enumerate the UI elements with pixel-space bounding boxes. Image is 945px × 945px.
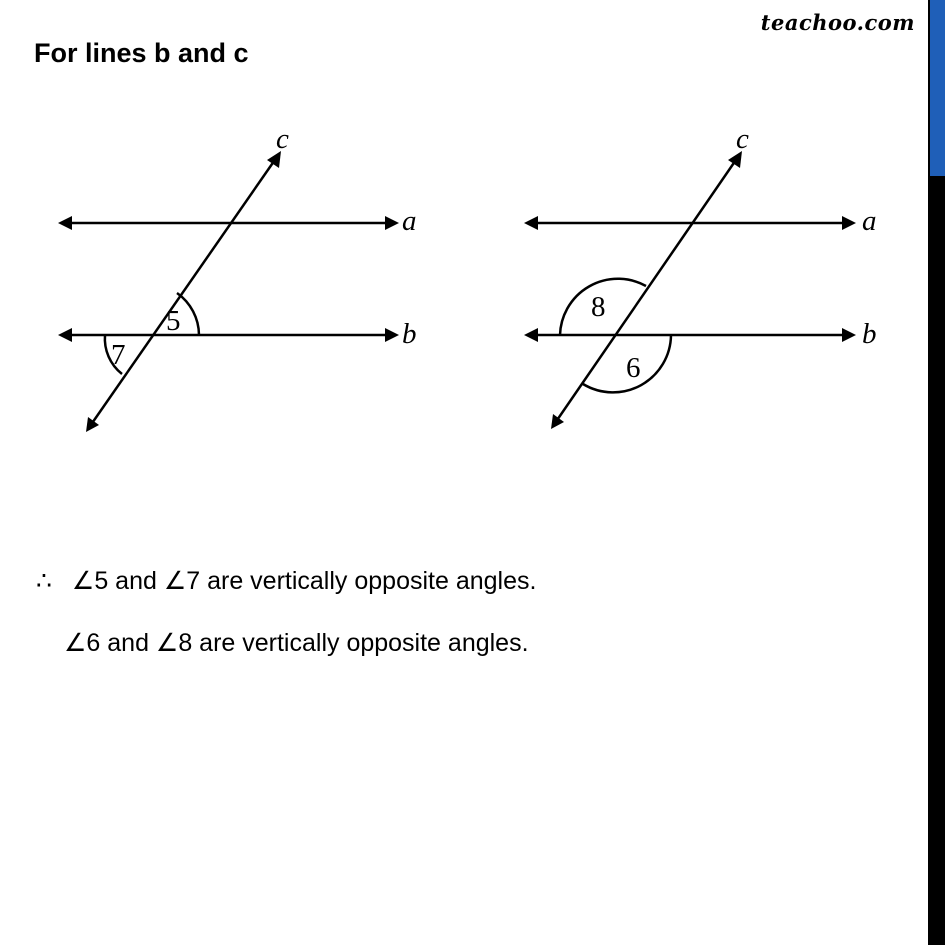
line-c-arrow-bottom xyxy=(86,417,99,432)
line-a-arrow-left xyxy=(58,216,72,230)
scrollbar[interactable] xyxy=(928,0,945,945)
line-b-label: b xyxy=(862,318,877,350)
line-a-label: a xyxy=(862,205,877,237)
scrollbar-thumb[interactable] xyxy=(930,0,945,176)
statement-2: ∠6 and ∠8 are vertically opposite angles. xyxy=(64,629,529,657)
angle-6-label: 6 xyxy=(626,352,641,384)
line-b-arrow-left xyxy=(58,328,72,342)
line-c-label: c xyxy=(736,123,749,155)
line-a-label: a xyxy=(402,205,417,237)
line-b-arrow-right xyxy=(842,328,856,342)
angle-7-label: 7 xyxy=(111,339,126,371)
line-c xyxy=(553,154,740,426)
statement-1 xyxy=(36,566,536,596)
figure-right-diagram xyxy=(470,0,920,460)
line-b-label: b xyxy=(402,318,417,350)
angle-8-label: 8 xyxy=(591,291,606,323)
line-c xyxy=(88,154,279,429)
slide-title: For lines b and c xyxy=(34,38,249,68)
line-c-label: c xyxy=(276,123,289,155)
line-b-arrow-right xyxy=(385,328,399,342)
line-c-arrow-bottom xyxy=(551,414,564,429)
line-b-arrow-left xyxy=(524,328,538,342)
figure-left-diagram xyxy=(0,0,470,460)
line-a-arrow-left xyxy=(524,216,538,230)
line-a-arrow-right xyxy=(385,216,399,230)
therefore-symbol: ∴ xyxy=(36,567,52,595)
statement-1-text: ∠5 and ∠7 are vertically opposite angles. xyxy=(71,567,537,595)
brand-logo: teachoo.com xyxy=(760,10,915,35)
angle-5-label: 5 xyxy=(166,305,181,337)
line-a-arrow-right xyxy=(842,216,856,230)
